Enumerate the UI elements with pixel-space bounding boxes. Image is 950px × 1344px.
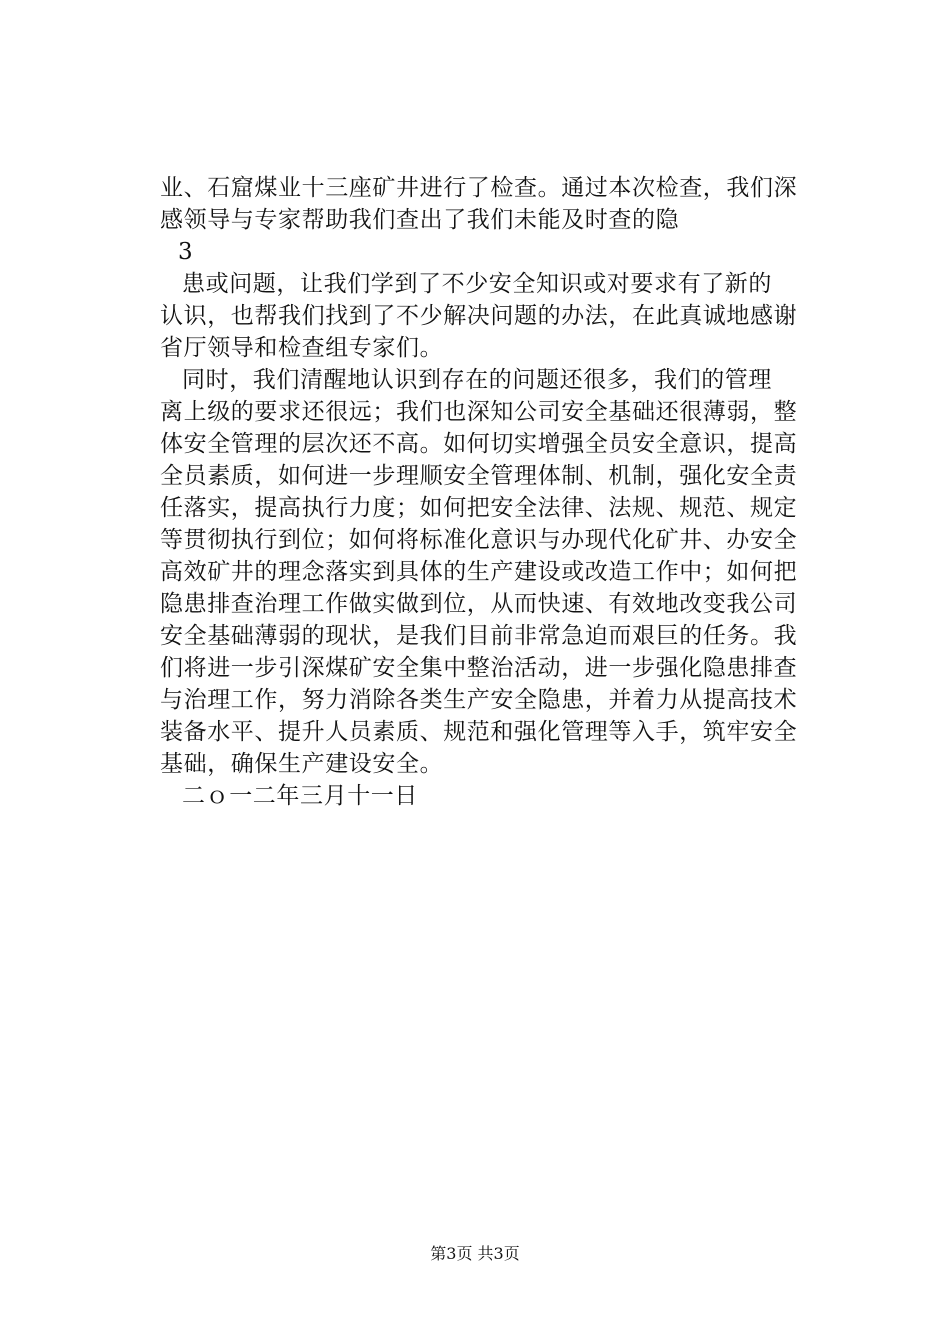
- paragraph-start-line: 患或问题，让我们学到了不少安全知识或对要求有了新的: [182, 271, 772, 297]
- inline-page-number: 3: [178, 239, 194, 265]
- text-line: 等贯彻执行到位；如何将标准化意识与办现代化矿井、办安全: [160, 527, 798, 553]
- text-line: 感领导与专家帮助我们查出了我们未能及时查的隐: [160, 207, 680, 233]
- document-body: [160, 172, 820, 812]
- document-date: 二ｏ一二年三月十一日: [182, 783, 418, 809]
- text-line: 离上级的要求还很远；我们也深知公司安全基础还很薄弱，整: [160, 399, 798, 425]
- paragraph-start-line: 同时，我们清醒地认识到存在的问题还很多，我们的管理: [182, 367, 772, 393]
- page-footer: [0, 1244, 950, 1264]
- text-line: 安全基础薄弱的现状，是我们目前非常急迫而艰巨的任务。我: [160, 623, 798, 649]
- text-line: 与治理工作，努力消除各类生产安全隐患，并着力从提高技术: [160, 687, 798, 713]
- text-line: 高效矿井的理念落实到具体的生产建设或改造工作中；如何把: [160, 559, 798, 585]
- text-line: 全员素质，如何进一步理顺安全管理体制、机制，强化安全责: [160, 463, 798, 489]
- page-number-label: 第3页 共3页: [430, 1244, 520, 1263]
- text-line: 基础，确保生产建设安全。: [160, 751, 444, 777]
- text-line: 省厅领导和检查组专家们。: [160, 335, 444, 361]
- text-line: 隐患排查治理工作做实做到位，从而快速、有效地改变我公司: [160, 591, 798, 617]
- text-line: 任落实，提高执行力度；如何把安全法律、法规、规范、规定: [160, 495, 798, 521]
- text-line: 们将进一步引深煤矿安全集中整治活动，进一步强化隐患排查: [160, 655, 798, 681]
- text-line: 业、石窟煤业十三座矿井进行了检查。通过本次检查，我们深: [160, 175, 798, 201]
- text-line: 装备水平、提升人员素质、规范和强化管理等入手，筑牢安全: [160, 719, 798, 745]
- text-line: 体安全管理的层次还不高。如何切实增强全员安全意识，提高: [160, 431, 798, 457]
- text-line: 认识，也帮我们找到了不少解决问题的办法，在此真诚地感谢: [160, 303, 798, 329]
